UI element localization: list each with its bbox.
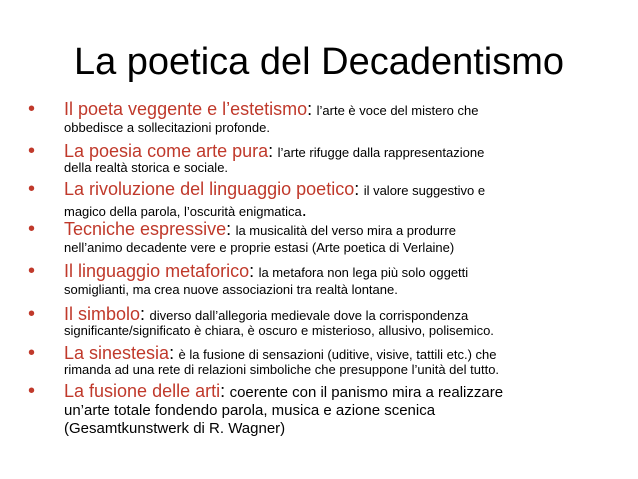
bullet-colon: : [169,343,175,363]
bullet-dot: • [28,380,36,402]
bullet-continuation: significante/significato è chiara, è oscuro e misterioso, allusivo, polisemico. [64,323,494,338]
bullet-dot: • [28,260,36,282]
bullet-dot: • [28,218,36,240]
bullet-heading: Tecniche espressive [64,219,227,239]
bullet-colon: : [249,261,255,281]
bullet-continuation: nell’animo decadente vere e proprie estasi (Arte poetica di Verlaine) [64,240,455,255]
bullet-continuation: (Gesamtkunstwerk di R. Wagner) [64,420,286,437]
bullet-colon: : [354,179,360,199]
bullet-dot: • [28,342,36,364]
bullet-continuation: della realtà storica e sociale. [64,160,229,175]
bullet-description: l’arte rifugge dalla rappresentazione [277,145,485,160]
bullet-colon: : [307,99,313,119]
bullet-colon: : [220,381,226,401]
bullet-period: . [301,200,307,220]
bullet-heading: Il poeta veggente e l’estetismo [64,99,308,119]
bullet-description: coerente con il panismo mira a realizzare [229,384,504,401]
bullet-description: diverso dall’allegoria medievale dove la corrispondenza [149,308,469,323]
bullet-description: il valore suggestivo e [363,183,486,198]
slide-title: La poetica del Decadentismo [73,41,565,83]
bullet-dot: • [28,178,36,200]
bullet-continuation: rimanda ad una rete di relazioni simboliche che presuppone l’unità del tutto. [64,362,500,377]
bullet-heading: La sinestesia [64,343,170,363]
bullet-dot: • [28,98,36,120]
bullet-continuation: obbedisce a sollecitazioni profonde. [64,120,270,135]
bullet-continuation: magico della parola, l’oscurità enigmatica [64,204,302,219]
bullet-continuation: somiglianti, ma crea nuove associazioni tra realtà lontane. [64,282,398,297]
bullet-dot: • [28,140,36,162]
bullet-description: la musicalità del verso mira a produrre [235,223,456,238]
bullet-description: la metafora non lega più solo oggetti [258,265,469,280]
bullet-heading: Il simbolo [64,304,141,324]
bullet-description: l’arte è voce del mistero che [316,103,479,118]
bullet-continuation: un’arte totale fondendo parola, musica e azione scenica [64,402,436,419]
bullet-dot: • [28,303,36,325]
bullet-heading: La rivoluzione del linguaggio poetico [64,179,355,199]
bullet-colon: : [226,219,232,239]
bullet-colon: : [140,304,146,324]
bullet-heading: Il linguaggio metaforico [64,261,250,281]
bullet-heading: La fusione delle arti [64,381,221,401]
bullet-description: è la fusione di sensazioni (uditive, visive, tattili etc.) che [178,347,497,362]
bullet-heading: La poesia come arte pura [64,141,269,161]
bullet-colon: : [268,141,274,161]
